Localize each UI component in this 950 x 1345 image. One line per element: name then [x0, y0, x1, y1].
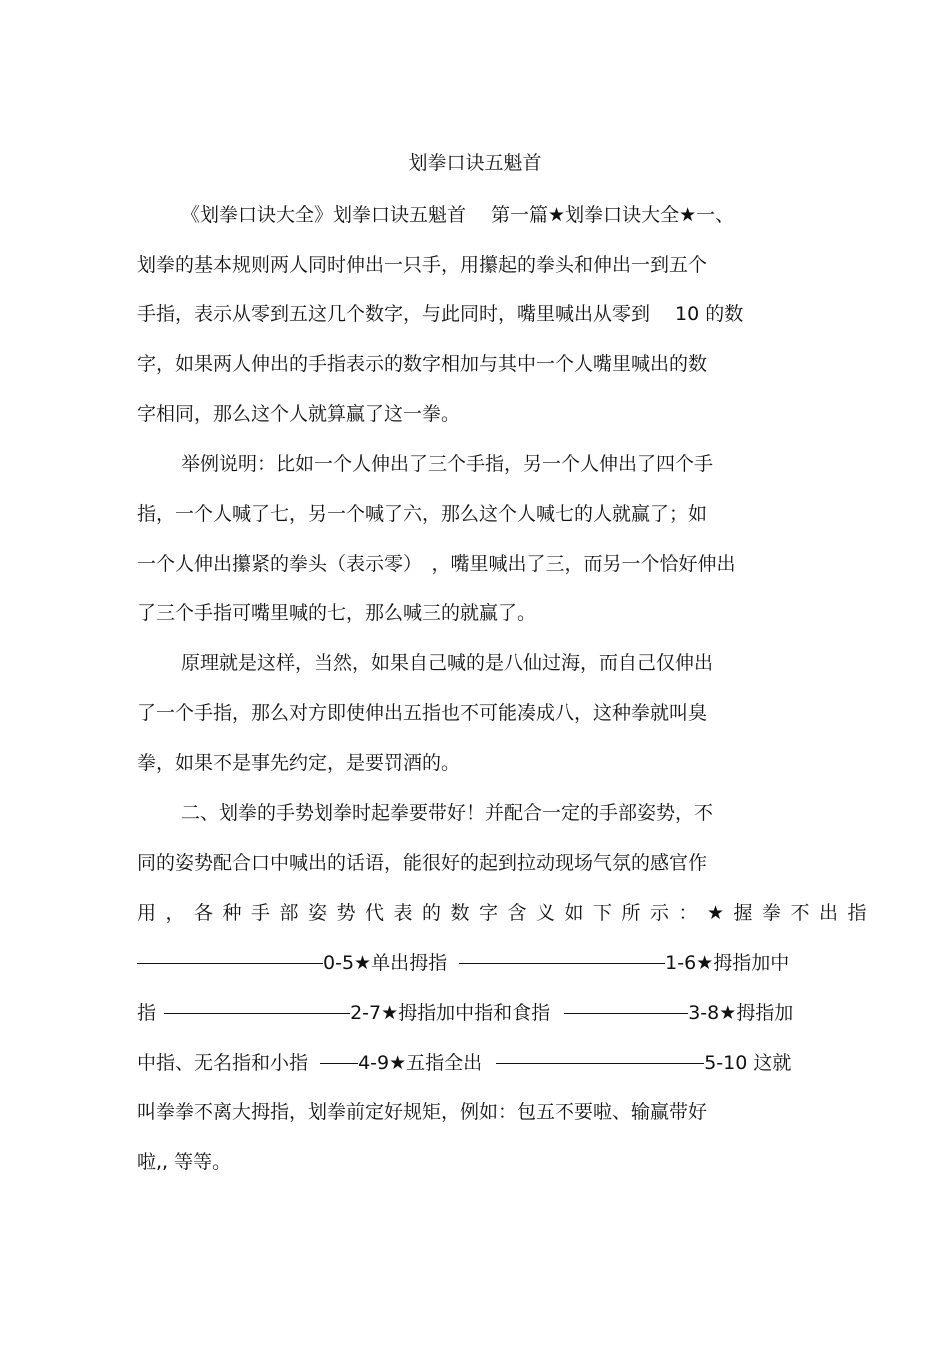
gesture-text: 2-7★拇指加中指和食指: [350, 1002, 551, 1024]
dash-rule: [459, 963, 665, 964]
gesture-text: 中指、无名指和小指: [137, 1052, 309, 1074]
paragraph-4-line-1: 二、划拳的手势划拳时起拳要带好！并配合一定的手部姿势，不: [181, 802, 714, 824]
dash-rule: [496, 1063, 704, 1064]
paragraph-4-line-6: [137, 1050, 791, 1076]
paragraph-1-line-2: 划拳的基本规则两人同时伸出一只手，用攥起的拳头和伸出一到五个: [137, 254, 708, 276]
gesture-text: 4-9★五指全出: [358, 1052, 483, 1074]
gesture-text: 5-10 这就: [704, 1052, 792, 1074]
paragraph-4-line-8: 啦,, 等等。: [137, 1151, 232, 1173]
paragraph-1-line-1: 《划拳口诀大全》划拳口诀五魁首 第一篇★划拳口诀大全★一、: [181, 204, 735, 226]
paragraph-1-line-3: 手指，表示从零到五这几个数字，与此同时，嘴里喊出从零到 10 的数: [137, 303, 744, 325]
gesture-text: 指: [137, 1002, 157, 1024]
gesture-text: 1-6★拇指加中: [665, 952, 790, 974]
paragraph-4-line-4: [137, 950, 789, 976]
paragraph-3-line-1: 原理就是这样，当然，如果自己喊的是八仙过海，而自己仅伸出: [181, 652, 714, 674]
page-title: 划拳口诀五魁首: [408, 152, 542, 174]
paragraph-2-line-2: 指，一个人喊了七，另一个喊了六，那么这个人喊七的人就赢了；如: [137, 503, 708, 525]
gesture-text: 3-8★拇指加: [688, 1002, 794, 1024]
paragraph-1-line-5: 字相同，那么这个人就算赢了这一拳。: [137, 403, 461, 425]
dash-rule: [137, 963, 323, 964]
paragraph-2-line-1: 举例说明：比如一个人伸出了三个手指，另一个人伸出了四个手: [181, 453, 714, 475]
paragraph-2-line-3: 一个人伸出攥紧的拳头（表示零） ，嘴里喊出了三，而另一个恰好伸出: [137, 553, 736, 575]
paragraph-4-line-5: [137, 1000, 793, 1026]
paragraph-2-line-4: 了三个手指可嘴里喊的七，那么喊三的就赢了。: [137, 602, 537, 624]
paragraph-4-line-2: 同的姿势配合口中喊出的话语，能很好的起到拉动现场气氛的感官作: [137, 852, 708, 874]
gesture-text: 0-5★单出拇指: [323, 952, 448, 974]
dash-rule: [164, 1013, 350, 1014]
dash-rule: [564, 1013, 688, 1014]
dash-rule: [320, 1063, 358, 1064]
paragraph-1-line-4: 字，如果两人伸出的手指表示的数字相加与其中一个人嘴里喊出的数: [137, 353, 708, 375]
paragraph-3-line-2: 了一个手指，那么对方即使伸出五指也不可能凑成八，这种拳就叫臭: [137, 702, 708, 724]
paragraph-4-line-3: 用，各种手部姿势代表的数字含义如下所示：★握拳不出指: [137, 902, 877, 924]
paragraph-4-line-7: 叫拳拳不离大拇指，划拳前定好规矩，例如：包五不要啦、输赢带好: [137, 1101, 708, 1123]
paragraph-3-line-3: 拳，如果不是事先约定，是要罚酒的。: [137, 752, 461, 774]
